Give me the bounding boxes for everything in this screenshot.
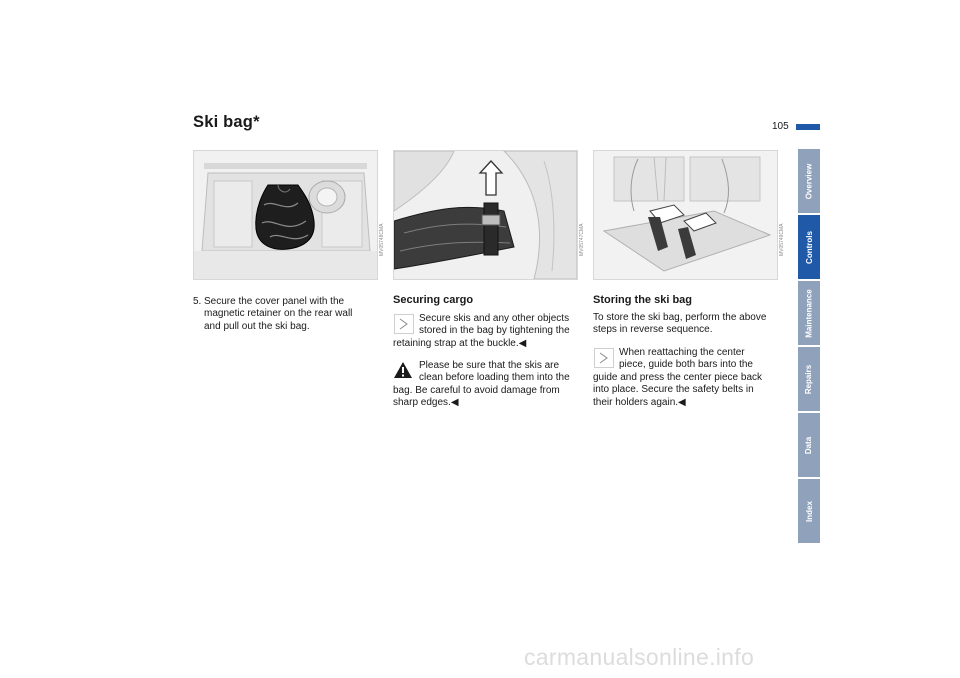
- note-storing-text: [619, 347, 753, 372]
- warning-text: [419, 360, 570, 385]
- tab-maintenance[interactable]: [798, 281, 820, 345]
- text-line: bag. Be careful to avoid damage from: [393, 384, 560, 396]
- text-line: To store the ski bag, perform the above: [593, 312, 767, 323]
- image-code: MV05749CMA: [779, 223, 785, 256]
- page-title: Ski bag*: [193, 113, 260, 131]
- center-piece-illustration: [593, 150, 778, 280]
- image-code: MV05748CMA: [379, 223, 385, 256]
- text-line: clean before loading them into the: [419, 372, 570, 384]
- page-number: 105: [772, 121, 789, 132]
- tab-controls[interactable]: [798, 215, 820, 279]
- text-line: steps in reverse sequence.: [593, 324, 713, 336]
- step-5-text: [204, 296, 352, 333]
- note-icon: [394, 314, 414, 334]
- text-line: Secure the cover panel with the: [204, 296, 345, 307]
- tab-label: Data: [804, 436, 814, 454]
- text-line: their holders again.◀: [593, 396, 686, 408]
- tab-label: Index: [804, 500, 814, 522]
- tab-label: Overview: [804, 163, 814, 199]
- section-heading-securing-cargo: Securing cargo: [393, 294, 474, 306]
- tab-label: Controls: [804, 230, 814, 264]
- image-code: MV05747CMA: [579, 223, 585, 256]
- text-line: Secure skis and any other objects: [419, 313, 570, 324]
- section-heading-storing-ski-bag: Storing the ski bag: [593, 294, 693, 306]
- tab-index[interactable]: [798, 479, 820, 543]
- note-securing-text: [419, 313, 570, 338]
- trunk-ski-bag-illustration: [193, 150, 378, 280]
- watermark: carmanualsonline.info: [524, 644, 755, 670]
- note-icon: [594, 348, 614, 368]
- text-line: stored in the bag by tightening the: [419, 325, 570, 337]
- text-line: piece, guide both bars into the: [619, 359, 753, 371]
- tab-repairs[interactable]: [798, 347, 820, 411]
- text-line: and pull out the ski bag.: [204, 320, 310, 332]
- text-line: into place. Secure the safety belts in: [593, 384, 754, 396]
- text-line: sharp edges.◀: [393, 397, 459, 409]
- page-number-bar: [796, 124, 820, 130]
- warning-text-cont: [393, 385, 560, 410]
- text-line: retaining strap at the buckle.◀: [393, 337, 527, 349]
- tab-label: Repairs: [804, 364, 814, 394]
- text-line: Please be sure that the skis are: [419, 360, 560, 371]
- text-line: When reattaching the center: [619, 347, 745, 358]
- storing-intro-text: [593, 312, 766, 337]
- tab-data[interactable]: [798, 413, 820, 477]
- tab-overview[interactable]: [798, 149, 820, 213]
- warning-icon: [393, 361, 413, 379]
- ski-bag-seat-illustration: [393, 150, 578, 280]
- tab-label: Maintenance: [804, 288, 814, 338]
- text-line: guide and press the center piece back: [593, 371, 762, 383]
- step-number: 5.: [193, 296, 202, 307]
- text-line: magnetic retainer on the rear wall: [204, 308, 353, 320]
- note-storing-text-cont: [593, 372, 762, 409]
